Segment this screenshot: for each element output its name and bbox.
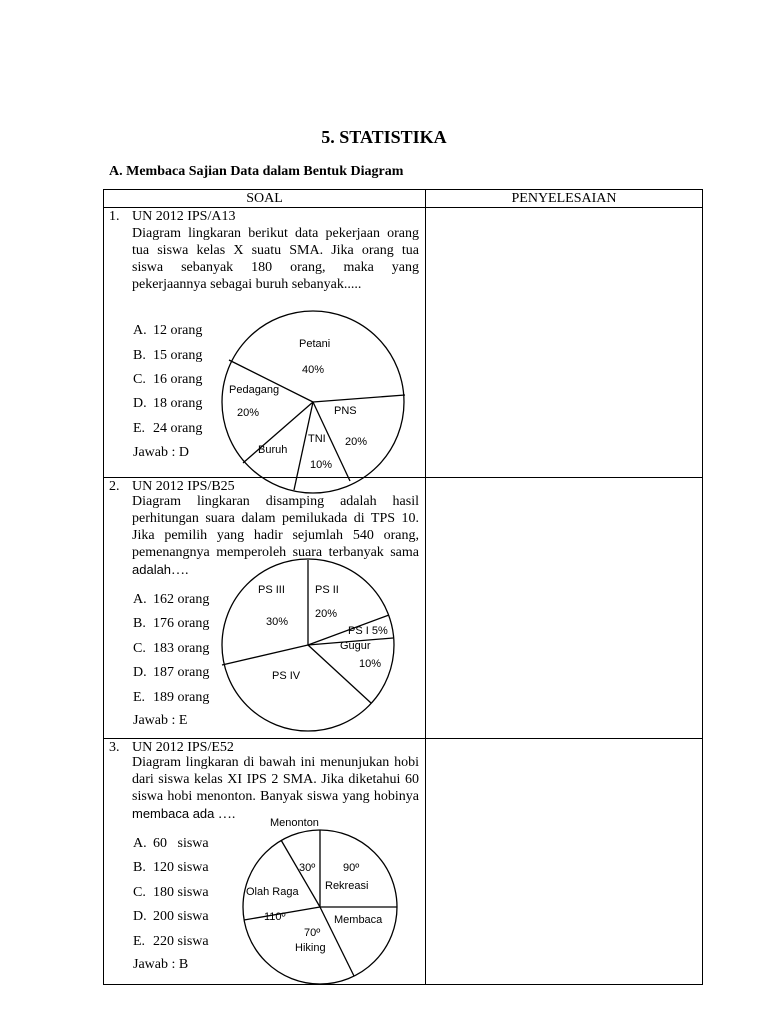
option-d	[133, 664, 209, 681]
question-line: tua siswa kelas X suatu SMA. Jika orang tua	[132, 243, 419, 258]
option-text: 180 siswa	[153, 885, 209, 900]
option-a	[133, 322, 202, 339]
option-text: 24 orang	[153, 421, 203, 436]
option-text: 12 orang	[153, 323, 203, 338]
pie-divider	[313, 395, 405, 402]
option-text: 60 siswa	[153, 836, 209, 851]
option-text: 18 orang	[153, 396, 203, 411]
question-line: dari siswa kelas XI IPS 2 SMA. Jika diketahui 60	[132, 772, 419, 787]
slice-label-ps1: PS I 5%	[348, 625, 388, 637]
slice-pct-ps3: 30%	[266, 616, 289, 628]
option-letter: C.	[133, 372, 146, 387]
question-text	[132, 225, 419, 293]
option-letter: C.	[133, 641, 146, 656]
option-letter: E.	[133, 934, 146, 949]
question-row	[104, 208, 703, 478]
option-text: 220 siswa	[153, 934, 209, 949]
option-letter: C.	[133, 885, 146, 900]
pie-chart-pekerjaan	[222, 315, 412, 485]
slice-label-hiking: Hiking	[295, 942, 326, 954]
slice-pct-gugur: 10%	[359, 658, 382, 670]
option-c	[133, 884, 209, 901]
slice-deg-rekreasi: 90º	[343, 862, 360, 874]
option-letter: B.	[133, 348, 146, 363]
slice-pct-pns: 20%	[345, 436, 368, 448]
question-line: Jika pemilih yang hadir sejumlah 540 orang,	[132, 528, 419, 543]
option-text: 176 orang	[153, 616, 210, 631]
slice-deg-olahraga: 110º	[264, 911, 286, 923]
question-number: 1.	[109, 209, 120, 224]
question-line: perhitungan suara dalam pemilukada di TPS 10.	[132, 511, 419, 526]
option-letter: B.	[133, 860, 146, 875]
slice-deg-menonton: 30º	[299, 862, 316, 874]
question-row	[104, 478, 703, 739]
question-tail-dots: ….	[217, 807, 236, 822]
option-letter: D.	[133, 665, 147, 680]
slice-pct-tni: 10%	[310, 459, 333, 471]
solution-3-cell	[426, 739, 703, 985]
slice-label-tni: TNI	[308, 433, 326, 445]
page-title: 5. STATISTIKA	[321, 127, 447, 147]
option-letter: D.	[133, 396, 147, 411]
option-text: 200 siswa	[153, 909, 209, 924]
option-d	[133, 908, 209, 925]
option-text: 120 siswa	[153, 860, 209, 875]
question-tail-text: adalah	[132, 562, 172, 577]
option-text: 162 orang	[153, 592, 210, 607]
slice-label-rekreasi: Rekreasi	[325, 880, 369, 892]
question-number: 2.	[109, 479, 120, 494]
question-code: UN 2012 IPS/B25	[132, 479, 235, 494]
answer-text: Jawab : B	[133, 957, 189, 972]
question-line: Diagram lingkaran di bawah ini menunjukan hobi	[132, 755, 419, 770]
pie-chart-hobi	[234, 813, 404, 983]
question-2-cell	[104, 478, 426, 739]
pie-chart-pemilukada	[222, 560, 412, 730]
pie-divider	[222, 645, 308, 665]
slice-label-gugur: Gugur	[340, 640, 371, 652]
option-letter: B.	[133, 616, 146, 631]
question-line: Diagram lingkaran disamping adalah hasil	[132, 494, 419, 509]
slice-label-pns: PNS	[334, 405, 357, 417]
slice-label-olahraga: Olah Raga	[246, 886, 299, 898]
answer-text: Jawab : D	[133, 445, 189, 460]
slice-label-pedagang: Pedagang	[229, 384, 280, 396]
slice-label-menonton: Menonton	[270, 817, 319, 829]
slice-label-petani: Petani	[299, 338, 331, 350]
option-letter: E.	[133, 421, 146, 436]
option-a	[133, 591, 209, 608]
option-letter: E.	[133, 690, 146, 705]
header-soal: SOAL	[104, 190, 426, 208]
answer-text: Jawab : E	[133, 713, 188, 728]
section-title: A. Membaca Sajian Data dalam Bentuk Diagram	[109, 164, 404, 179]
option-c	[133, 371, 202, 388]
option-a	[133, 835, 209, 852]
header-penyelesaian: PENYELESAIAN	[426, 190, 703, 208]
question-line: pemenangnya memperoleh suara terbanyak sama	[132, 545, 419, 560]
option-e	[133, 420, 202, 437]
solution-2-cell	[426, 478, 703, 739]
question-tail-dots: ….	[171, 563, 189, 578]
slice-label-membaca: Membaca	[334, 914, 383, 926]
question-row	[104, 739, 703, 985]
option-letter: A.	[133, 836, 147, 851]
slice-pct-pedagang: 20%	[237, 407, 260, 419]
option-e	[133, 689, 209, 706]
slice-label-buruh: Buruh	[258, 444, 288, 456]
question-line: pekerjaannya sebagai buruh sebanyak.....	[132, 277, 362, 292]
option-c	[133, 640, 209, 657]
slice-pct-petani: 40%	[302, 364, 325, 376]
option-letter: A.	[133, 323, 147, 338]
option-letter: D.	[133, 909, 147, 924]
option-b	[133, 615, 209, 632]
question-tail-text: membaca ada	[132, 806, 215, 821]
option-letter: A.	[133, 592, 147, 607]
question-table	[103, 189, 703, 985]
slice-deg-hiking: 70º	[304, 927, 321, 939]
option-d	[133, 395, 202, 412]
pie-divider	[308, 645, 371, 703]
question-3-cell	[104, 739, 426, 985]
slice-label-ps3: PS III	[258, 584, 285, 596]
question-1-cell	[104, 208, 426, 478]
option-b	[133, 859, 209, 876]
question-code: UN 2012 IPS/A13	[132, 209, 236, 224]
option-text: 189 orang	[153, 690, 210, 705]
option-text: 16 orang	[153, 372, 203, 387]
slice-label-ps2: PS II	[315, 584, 339, 596]
question-line: siswa hobi menonton. Banyak siswa yang hobinya	[132, 789, 419, 804]
table-header-row	[104, 190, 703, 208]
slice-pct-ps2: 20%	[315, 608, 338, 620]
question-number: 3.	[109, 740, 120, 755]
option-text: 187 orang	[153, 665, 210, 680]
question-code: UN 2012 IPS/E52	[132, 740, 234, 755]
option-text: 15 orang	[153, 348, 203, 363]
question-line: Diagram lingkaran berikut data pekerjaan orang	[132, 226, 419, 241]
slice-label-ps4: PS IV	[272, 670, 301, 682]
solution-1-cell	[426, 208, 703, 478]
option-e	[133, 933, 209, 950]
question-line: siswa sebanyak 180 orang, maka yang	[132, 260, 419, 275]
option-b	[133, 347, 202, 364]
option-text: 183 orang	[153, 641, 210, 656]
